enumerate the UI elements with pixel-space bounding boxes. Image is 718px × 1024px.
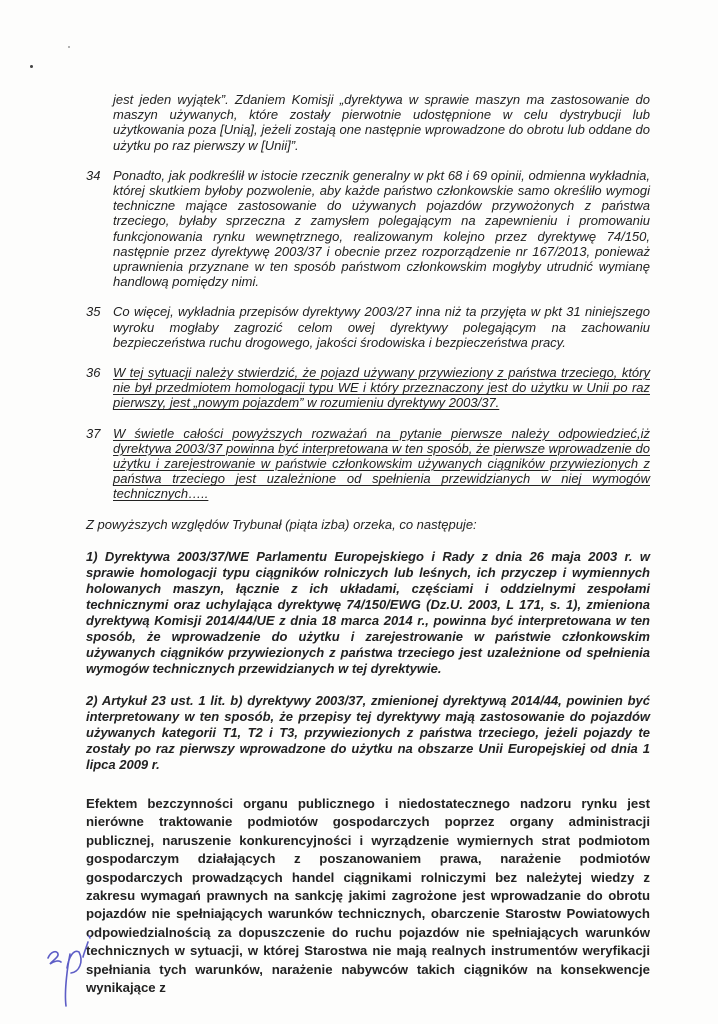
paragraph-number: 36 <box>86 365 101 381</box>
scan-speck <box>30 65 33 68</box>
paragraph-36 <box>86 365 650 411</box>
closing-paragraph: Efektem bezczynności organu publicznego i niedostatecznego nadzoru rynku jest nierówne traktowanie podmiotów gospodarczych poprzez organy administracji publicznej, naruszenie konkurencyjności i wyrządzenie wymiernych strat podmiotom gospodarczym działających z poszanowaniem prawa, narażenie podmiotów gospodarczych prowadzących handel ciągnikami rolniczymi bez należytej wiedzy z zakresu wymagań prawnych na sankcję jakimi zagrożone jest wprowadzanie do obrotu pojazdów nie spełniających warunków technicznych, obarczenie Starostw Powiatowych odpowiedzialnością za dopuszczenie do ruchu pojazdów nie spełniających warunków technicznych w sytuacji, w której Starostwa nie mają realnych instrumentów weryfikacji spełniania tych warunków, narażenie nabywców takich ciągników na konsekwencje wynikające z <box>86 795 650 995</box>
paragraph-number: 35 <box>86 304 101 320</box>
paragraph-37 <box>86 426 650 502</box>
text-block <box>86 92 650 997</box>
paragraph-continuation: jest jeden wyjątek”. Zdaniem Komisji „dyrektywa w sprawie maszyn ma zastosowanie do maszyn używanych, które zostały pierwotnie udostępnione w celu dystrybucji lub użytkowania poza [Unią], jeżeli zostają one następnie wprowadzone do obrotu lub oddane do użytku po raz pierwszy w [Unii]”. <box>113 92 650 153</box>
paragraph-text: Ponadto, jak podkreślił w istocie rzecznik generalny w pkt 68 i 69 opinii, odmienna wykładnia, której skutkiem byłoby pozwolenie, aby każde państwo członkowskie samo określiło wymogi techniczne mające zastosowanie do używanych pojazdów przywożonych z państwa trzeciego, byłaby sprzeczna z zamysłem polegającym na zapewnieniu i promowaniu funkcjonowania rynku wewnętrznego, realizowanym kolejno przez dyrektywę 74/150, następnie przez dyrektywę 2003/37 i obecnie przez rozporządzenie nr 167/2013, ponieważ uprawnienia przyznane w ten sposób państwom członkowskim mogłyby utrudnić wymianę handlową pomiędzy nimi. <box>113 167 650 290</box>
paragraph-number: 37 <box>86 425 101 441</box>
paragraph-text: W świetle całości powyższych rozważań na pytanie pierwsze należy odpowiedzieć,iż dyrektywa 2003/37 powinna być interpretowana w ten sposób, że pierwsze wprowadzenie do użytku i zarejestrowanie w państwie członkowskim używanych ciągników przywiezionych z państwa trzeciego jest uzależnione od spełnienia przewidzianych w niej wymogów technicznych….. <box>113 425 650 502</box>
paragraph-34 <box>86 168 650 290</box>
ruling-intro: Z powyższych względów Trybunał (piąta izba) orzeka, co następuje: <box>86 516 477 532</box>
paragraph-text: Co więcej, wykładnia przepisów dyrektywy 2003/27 inna niż ta przyjęta w pkt 31 niniejszego wyroku mogłaby zagrozić celom owej dyrektywy polegającym na zachowaniu bezpieczeństwa ruchu drogowego, jakości środowiska i bezpieczeństwa pracy. <box>113 304 650 350</box>
handwritten-signature-mark <box>40 932 112 1016</box>
scan-speck <box>68 46 70 48</box>
paragraph-text: W tej sytuacji należy stwierdzić, że pojazd używany przywieziony z państwa trzeciego, który nie był przedmiotem homologacji typu WE i który przeznaczony jest do użytku w Unii po raz pierwszy, jest „nowym pojazdem” w rozumieniu dyrektywy 2003/37. <box>113 365 650 411</box>
ruling-point-1: 1) Dyrektywa 2003/37/WE Parlamentu Europejskiego i Rady z dnia 26 maja 2003 r. w sprawie homologacji typu ciągników rolniczych lub leśnych, ich przyczep i wymiennych holowanych maszyn, łącznie z ich układami, częściami i oddzielnymi zespołami technicznymi oraz uchylająca dyrektywę 74/150/EWG (Dz.U. 2003, L 171, s. 1), zmieniona dyrektywą Komisji 2014/44/UE z dnia 18 marca 2014 r., powinna być interpretowana w ten sposób, że wprowadzenie do użytku i zarejestrowanie w państwie członkowskim używanych ciągników przywiezionych z państwa trzeciego jest uzależnione od spełnienia wymogów technicznych przewidzianych w tej dyrektywie. <box>86 548 650 676</box>
ruling-point-2: 2) Artykuł 23 ust. 1 lit. b) dyrektywy 2003/37, zmienionej dyrektywą 2014/44, powinien być interpretowany w ten sposób, że przepisy tej dyrektywy mają zastosowanie do pojazdów używanych kategorii T1, T2 i T3, przywiezionych z państwa trzeciego, jeżeli pojazdy te zostały po raz pierwszy wprowadzone do użytku na obszarze Unii Europejskiej od dnia 1 lipca 2009 r. <box>86 692 650 772</box>
paragraph-35 <box>86 304 650 350</box>
paragraph-number: 34 <box>86 167 101 183</box>
